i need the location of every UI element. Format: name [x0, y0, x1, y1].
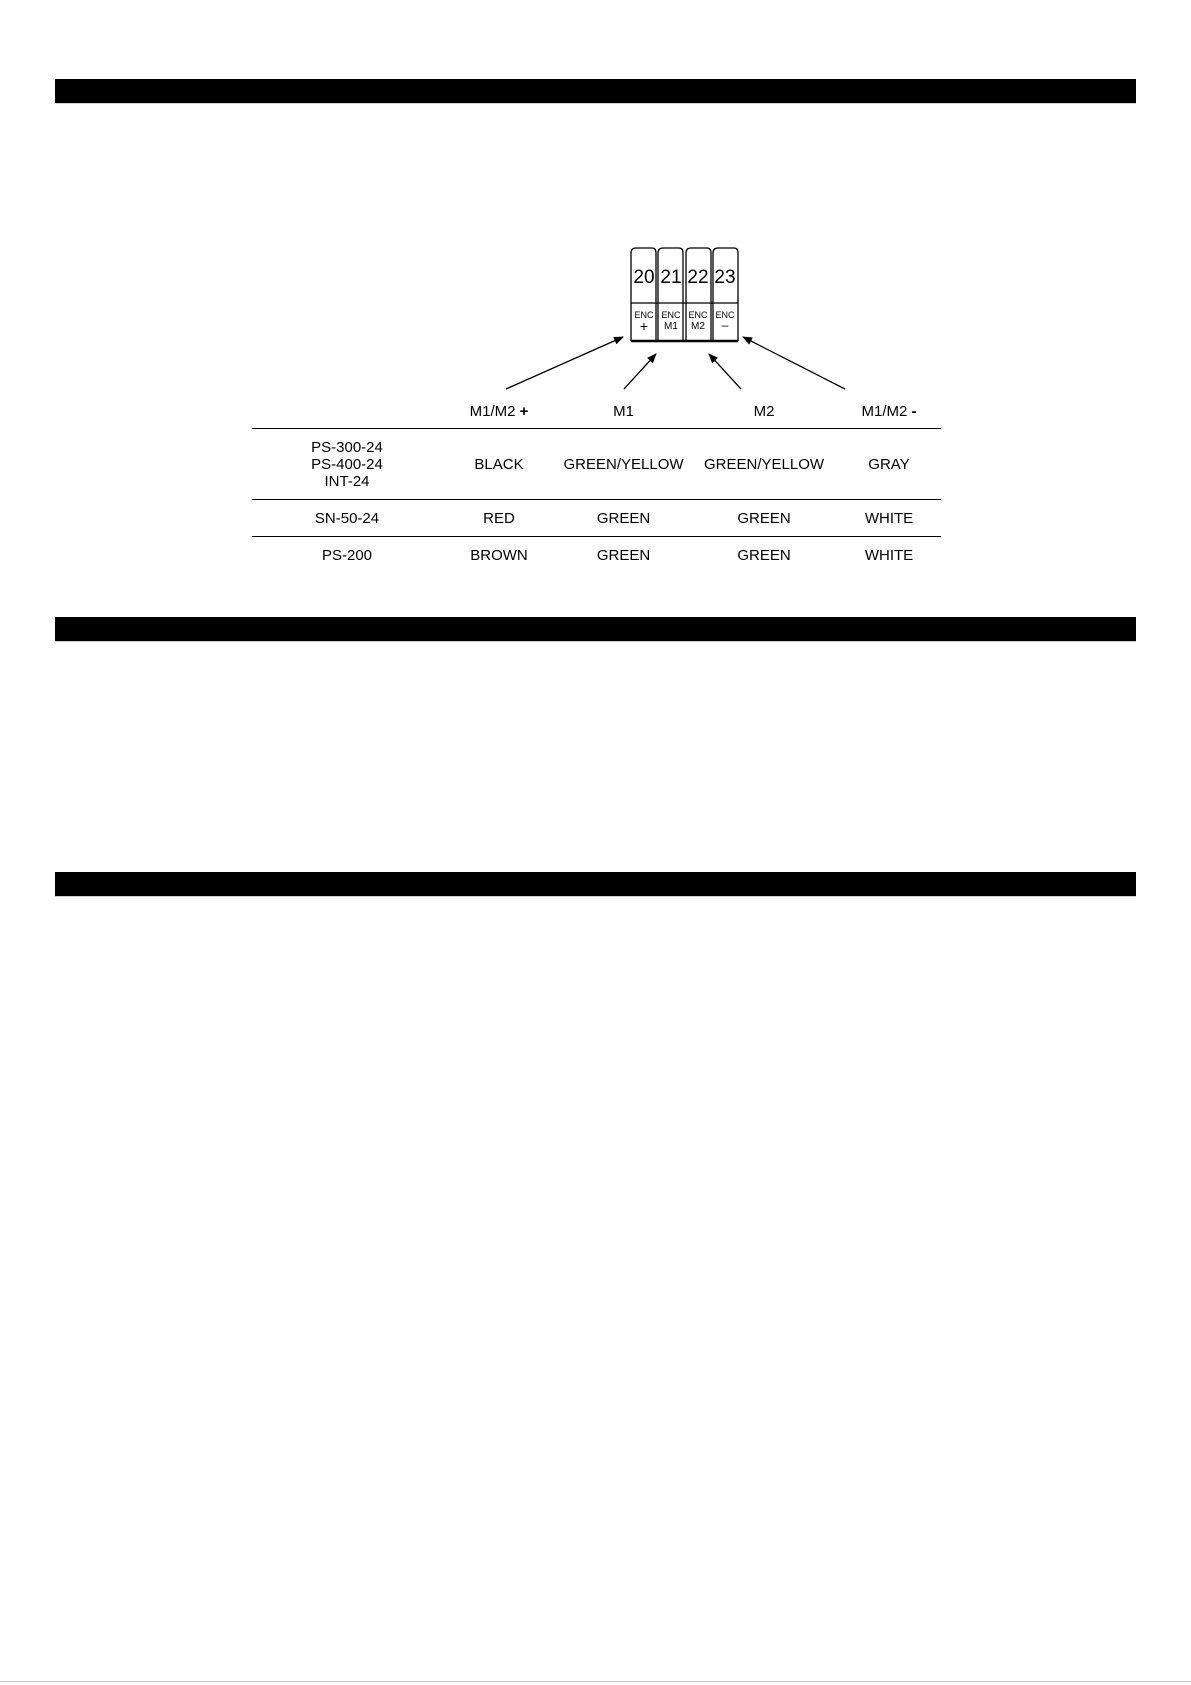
terminal-block-diagram — [630, 247, 741, 343]
terminal-number: 20 — [633, 267, 655, 288]
header-m1m2-minus: M1/M2 - — [861, 403, 917, 420]
m1-color-cell: GREEN/YELLOW — [563, 455, 684, 473]
pos-color-cell: RED — [483, 509, 515, 527]
section-header-bar — [55, 872, 1136, 896]
section-header-bar — [55, 79, 1136, 103]
m2-color-cell: GREEN/YELLOW — [703, 455, 825, 473]
arrow-neg — [743, 337, 845, 389]
header-m1: M1 — [613, 403, 634, 420]
table-row — [252, 429, 941, 500]
terminal-label-bottom: – — [721, 318, 729, 332]
terminal-number: 21 — [660, 267, 682, 288]
table-row — [252, 537, 941, 574]
neg-color-cell: WHITE — [864, 509, 914, 527]
page-bottom-rule — [0, 1681, 1191, 1682]
header-model — [252, 395, 442, 429]
terminal-number: 22 — [687, 267, 709, 288]
header-m2: M2 — [753, 403, 775, 420]
table-row — [252, 500, 941, 537]
terminal-label-bottom: + — [639, 318, 649, 334]
terminal-label-bottom: M1 — [664, 321, 678, 332]
table-header-row — [252, 395, 941, 429]
model-cell: SN-50-24 — [314, 509, 380, 527]
model-cell: PS-200 — [321, 546, 373, 564]
pos-color-cell: BROWN — [470, 546, 528, 564]
terminal-label-top: ENC — [661, 310, 681, 320]
arrow-m1 — [624, 354, 656, 389]
pos-color-cell: BLACK — [474, 455, 524, 473]
arrow-pos — [506, 337, 623, 389]
m2-color-cell: GREEN — [737, 546, 791, 564]
section-header-bar — [55, 617, 1136, 641]
terminal-label-top: ENC — [634, 310, 654, 320]
terminal-label-top: ENC — [688, 310, 708, 320]
m2-color-cell: GREEN — [737, 509, 791, 527]
terminal-number: 23 — [714, 267, 736, 288]
model-cell: PS-300-24 PS-400-24 INT-24 — [311, 438, 383, 490]
header-m1m2-plus: M1/M2 + — [469, 403, 529, 420]
m1-color-cell: GREEN — [596, 546, 651, 564]
neg-color-cell: WHITE — [864, 546, 914, 564]
terminal-label-bottom: M2 — [691, 321, 705, 332]
neg-color-cell: GRAY — [868, 455, 910, 473]
terminal-label-top: ENC — [715, 310, 735, 320]
wire-color-table — [252, 395, 941, 573]
arrow-m2 — [709, 354, 741, 389]
m1-color-cell: GREEN — [596, 509, 651, 527]
